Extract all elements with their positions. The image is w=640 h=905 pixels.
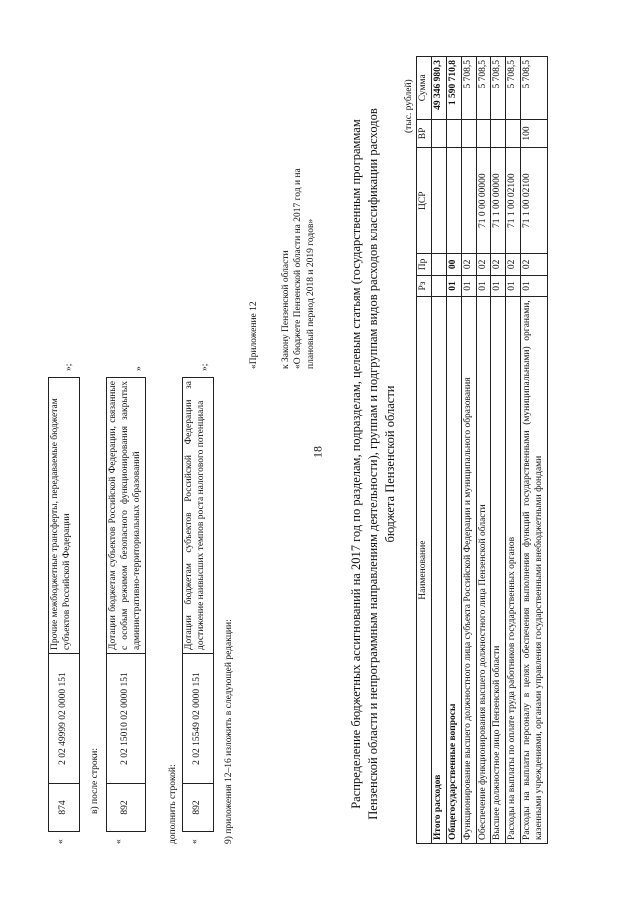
row-csr (431, 148, 446, 254)
units-label: (тыс. рублей) (404, 79, 414, 133)
table-row (107, 378, 146, 832)
row-rz: 01 (461, 275, 476, 297)
appendix-ref-line-2: «О бюджете Пензенской области на 2017 год и на (293, 168, 304, 369)
table-row (491, 57, 506, 844)
table-row (476, 57, 491, 844)
column-header-vr: ВР (417, 119, 432, 148)
add-row-caption: дополнить строкой: (168, 764, 178, 844)
row-name: Высшее должностное лицо Пензенской области (491, 297, 506, 844)
row-sum: 5 708,5 (521, 57, 548, 120)
table-row (431, 57, 446, 844)
rotated-page-content (48, 44, 608, 844)
row-rz: 01 (446, 275, 461, 297)
admin-code: 892 (183, 784, 214, 832)
column-header-csr: ЦСР (417, 148, 432, 254)
row-csr (446, 148, 461, 254)
row-rz: 01 (506, 275, 521, 297)
row-csr (461, 148, 476, 254)
page-number: 18 (310, 446, 325, 458)
row-vr (461, 119, 476, 148)
column-header-name: Наименование (417, 297, 432, 844)
appendix-title: «Приложение 12 (249, 301, 259, 369)
table-row (183, 378, 214, 832)
budget-code: 2 02 15549 02 0000 151 (183, 654, 214, 784)
close-quote: »; (200, 363, 210, 371)
row-vr (476, 119, 491, 148)
budget-code: 2 02 49999 02 0000 151 (49, 654, 80, 784)
table-row (461, 57, 476, 844)
appendix-ref-line-3: плановый период 2018 и 2019 годов» (305, 218, 316, 369)
row-csr: 71 1 00 02100 (506, 148, 521, 254)
table-row (521, 57, 548, 844)
column-header-sum: Сумма (417, 57, 432, 120)
row-rz: 01 (476, 275, 491, 297)
row-name: Обеспечение функционирования высшего должностного лица Пензенской области (476, 297, 491, 844)
budget-table (416, 56, 548, 844)
transfers-table-top (48, 377, 80, 832)
transfers-table-mid (106, 377, 146, 832)
row-name: Функционирование высшего должностного лица субъекта Российской Федерации и муниципального образования (461, 297, 476, 844)
row-pr: 02 (461, 254, 476, 276)
row-name: Общегосударственные вопросы (446, 297, 461, 844)
row-sum: 5 708,5 (461, 57, 476, 120)
row-rz: 01 (491, 275, 506, 297)
row-vr (506, 119, 521, 148)
open-quote: « (190, 839, 200, 844)
row-pr: 02 (476, 254, 491, 276)
row-pr (431, 254, 446, 276)
row-sum: 1 590 710,8 (446, 57, 461, 120)
row-description: Дотации бюджетам субъектов Российской Федерации за достижение наивысших темпов роста налогового потенциала (183, 378, 214, 654)
row-vr: 100 (521, 119, 548, 148)
row-description: Дотации бюджетам субъектов Российской Федерации, связанные с особым режимом безопасного функционирования закрытых административно-территориальных образований (107, 378, 146, 654)
row-rz: 01 (521, 275, 548, 297)
table-header-row (417, 57, 432, 844)
item-9-text: 9) приложения 12–16 изложить в следующей редакции: (224, 619, 234, 844)
admin-code: 892 (107, 784, 146, 832)
row-vr (446, 119, 461, 148)
row-sum: 5 708,5 (506, 57, 521, 120)
row-csr: 71 1 00 02100 (521, 148, 548, 254)
open-quote: « (114, 839, 124, 844)
row-pr: 02 (491, 254, 506, 276)
appendix-reference (280, 139, 317, 369)
table-row (49, 378, 80, 832)
transfers-table-add (182, 377, 214, 832)
row-description: Прочие межбюджетные трансферты, передаваемые бюджетам субъектов Российской Федерации (49, 378, 80, 654)
row-vr (431, 119, 446, 148)
open-quote: « (56, 839, 66, 844)
budget-code: 2 02 15010 02 0000 151 (107, 654, 146, 784)
row-sum: 5 708,5 (491, 57, 506, 120)
admin-code: 874 (49, 784, 80, 832)
table-row (506, 57, 521, 844)
close-quote: »; (64, 363, 74, 371)
row-rz (431, 275, 446, 297)
row-csr: 71 0 00 00000 (476, 148, 491, 254)
after-rows-caption: в) после строки: (90, 748, 100, 814)
row-sum: 49 346 980,3 (431, 57, 446, 120)
row-vr (491, 119, 506, 148)
close-quote: » (134, 366, 144, 371)
row-name: Расходы на выплаты по оплате труда работников государственных органов (506, 297, 521, 844)
row-name: Итого расходов (431, 297, 446, 844)
row-sum: 5 708,5 (476, 57, 491, 120)
column-header-pr: Пр (417, 254, 432, 276)
appendix-ref-line-1: к Закону Пензенской области (281, 250, 291, 369)
row-pr: 02 (506, 254, 521, 276)
table-row (446, 57, 461, 844)
page-title: Распределение бюджетных ассигнований на 2017 год по разделам, подразделам, целевым статьям (государственным программам Пензенской области и непрограммным направлениям деятельности), группам и подгруппам видов расходов классификации расходов бюджета Пензенской области (349, 108, 397, 820)
row-csr: 71 1 00 00000 (491, 148, 506, 254)
row-pr: 00 (446, 254, 461, 276)
column-header-rz: Рз (417, 275, 432, 297)
row-name: Расходы на выплаты персоналу в целях обеспечения выполнения функций государственными (муниципальными) органами, казенными учреждениями, органами управления государственными внебюджетными фондами (521, 297, 548, 844)
row-pr: 02 (521, 254, 548, 276)
